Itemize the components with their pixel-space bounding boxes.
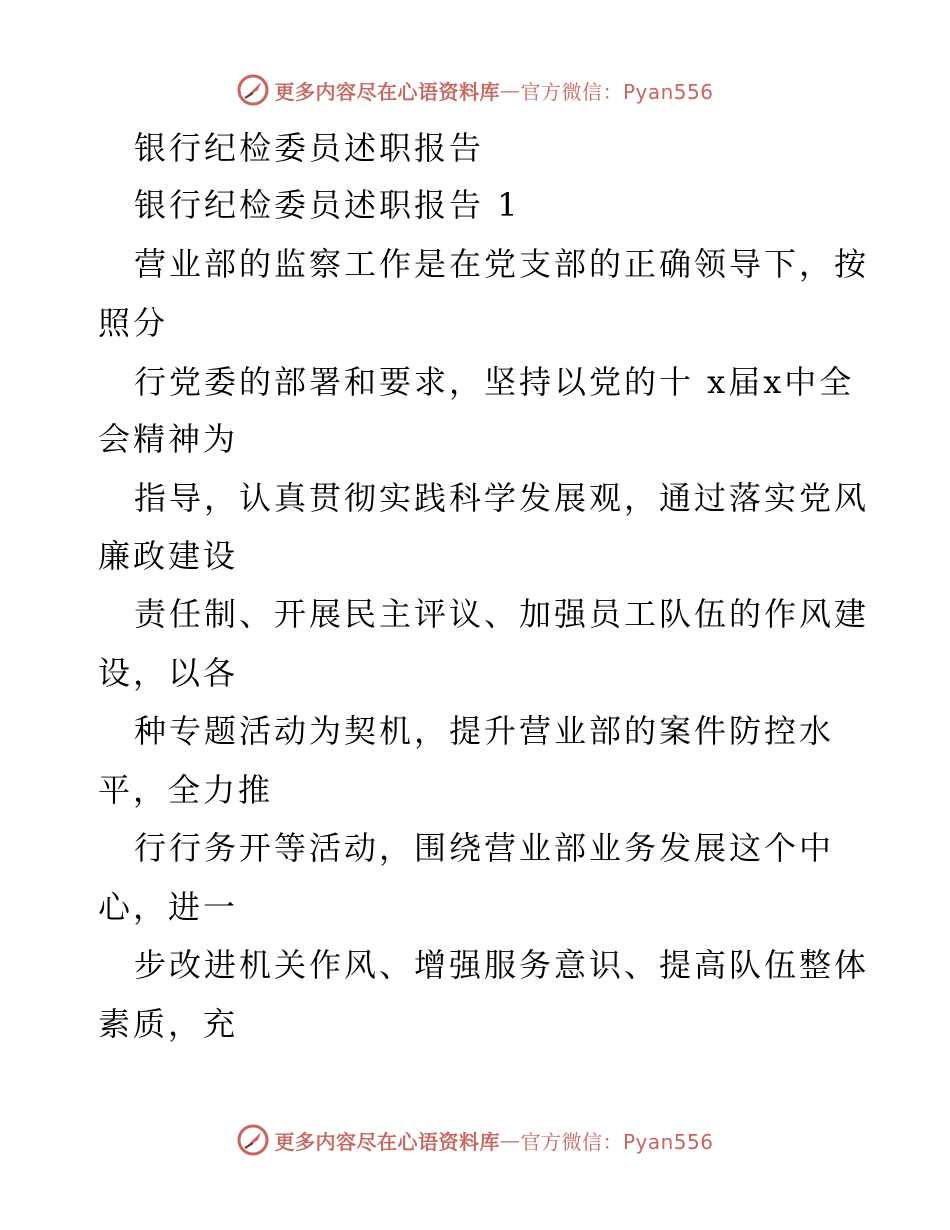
document-subtitle: 银行纪检委员述职报告 1 <box>134 186 521 224</box>
watermark-dash: — <box>499 1128 521 1152</box>
text-line: 照分 <box>98 304 169 342</box>
watermark-library-text: 更多内容尽在心语资料库 <box>274 79 500 104</box>
text-line: 会精神为 <box>98 420 239 458</box>
text-line: 种专题活动为契机，提升营业部的案件防控水 <box>134 712 835 750</box>
watermark-banner-top <box>0 70 950 110</box>
text-line: 行党委的部署和要求，坚持以党的十 x届x中全 <box>134 363 855 401</box>
text-line: 设，以各 <box>98 654 239 692</box>
text-line: 营业部的监察工作是在党支部的正确领导下，按 <box>134 245 870 283</box>
watermark-dash: — <box>499 78 521 102</box>
quill-logo-icon <box>236 73 270 107</box>
text-line: 指导，认真贯彻实践科学发展观，通过落实党风 <box>134 479 870 517</box>
text-line: 责任制、开展民主评议、加强员工队伍的作风建 <box>134 595 870 633</box>
text-line: 行行务开等活动，围绕营业部业务发展这个中 <box>134 829 835 867</box>
watermark-wechat-text: 官方微信：Pyan556 <box>520 79 714 104</box>
text-line: 步改进机关作风、增强服务意识、提高队伍整体 <box>134 946 870 984</box>
quill-logo-icon <box>236 1123 270 1157</box>
text-line: 心，进一 <box>98 888 239 926</box>
watermark-wechat-text: 官方微信：Pyan556 <box>520 1129 714 1154</box>
text-line: 廉政建设 <box>98 537 239 575</box>
watermark-banner-bottom <box>0 1120 950 1160</box>
text-line: 素质，充 <box>98 1005 239 1043</box>
document-title: 银行纪检委员述职报告 <box>134 129 485 167</box>
watermark-library-text: 更多内容尽在心语资料库 <box>274 1129 500 1154</box>
text-line: 平，全力推 <box>98 771 274 809</box>
